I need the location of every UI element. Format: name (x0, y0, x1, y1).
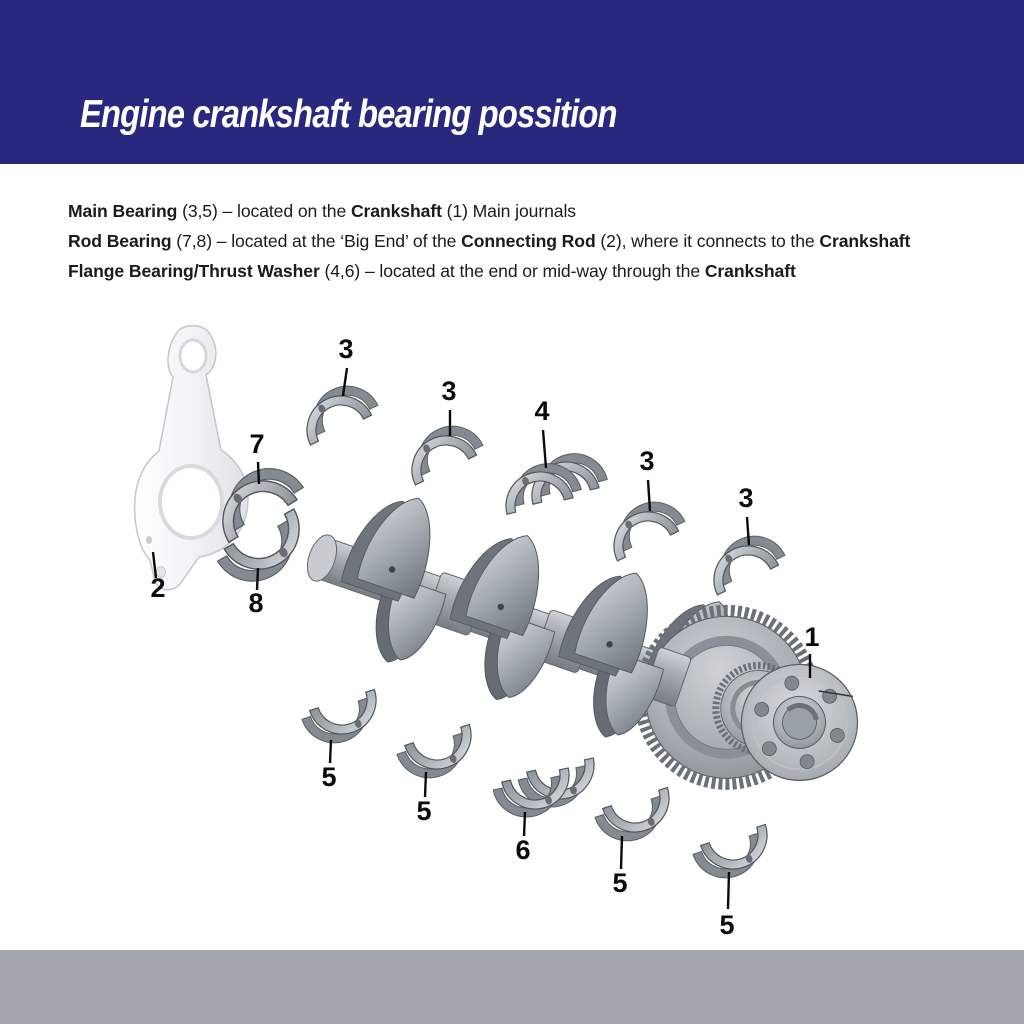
callout-leader-line (330, 740, 331, 763)
callout-label: 5 (321, 762, 337, 792)
callout-label: 4 (534, 396, 550, 426)
main-bearing-shell-upper (700, 525, 788, 595)
footer-band (0, 950, 1024, 1024)
callout-label: 8 (248, 588, 264, 618)
callout-label: 3 (738, 483, 754, 513)
main-bearing-shell-upper (293, 375, 381, 445)
callout-label: 6 (515, 835, 531, 865)
callout-label: 3 (441, 376, 457, 406)
callout-label: 1 (804, 622, 820, 652)
callout-leader-line (425, 772, 426, 797)
page-title: Engine crankshaft bearing possition (80, 93, 617, 136)
description-line: Flange Bearing/Thrust Washer (4,6) – located at the end or mid-way through the Crankshaft (68, 261, 796, 281)
main-bearing-shell-upper (398, 415, 486, 485)
callout-label: 7 (249, 429, 265, 459)
description-line: Main Bearing (3,5) – located on the Crankshaft (1) Main journals (68, 201, 576, 221)
callout-label: 5 (612, 868, 628, 898)
callout-leader-line (257, 568, 258, 590)
flange-bearing-pair-upper (497, 447, 608, 515)
callout-label: 5 (719, 910, 735, 940)
callout-label: 3 (639, 446, 655, 476)
callout-label: 3 (338, 334, 354, 364)
callout-label: 5 (416, 796, 432, 826)
description-line: Rod Bearing (7,8) – located at the ‘Big End’ of the Connecting Rod (2), where it connects to the Crankshaft (68, 231, 911, 251)
main-bearing-shell-lower (300, 689, 387, 751)
callout-leader-line (524, 812, 525, 836)
flange-bearing-pair-lower (492, 758, 602, 823)
main-bearing-shell-lower (593, 787, 680, 849)
main-bearing-shell-lower (691, 824, 778, 886)
callout-leader-line (728, 872, 729, 909)
callout-leader-line (621, 836, 622, 869)
callout-leader-line (543, 430, 546, 468)
main-bearing-shell-lower (395, 724, 482, 786)
main-bearing-shell-upper (600, 491, 688, 561)
callout-leader-line (258, 462, 259, 484)
callout-label: 2 (150, 573, 166, 603)
